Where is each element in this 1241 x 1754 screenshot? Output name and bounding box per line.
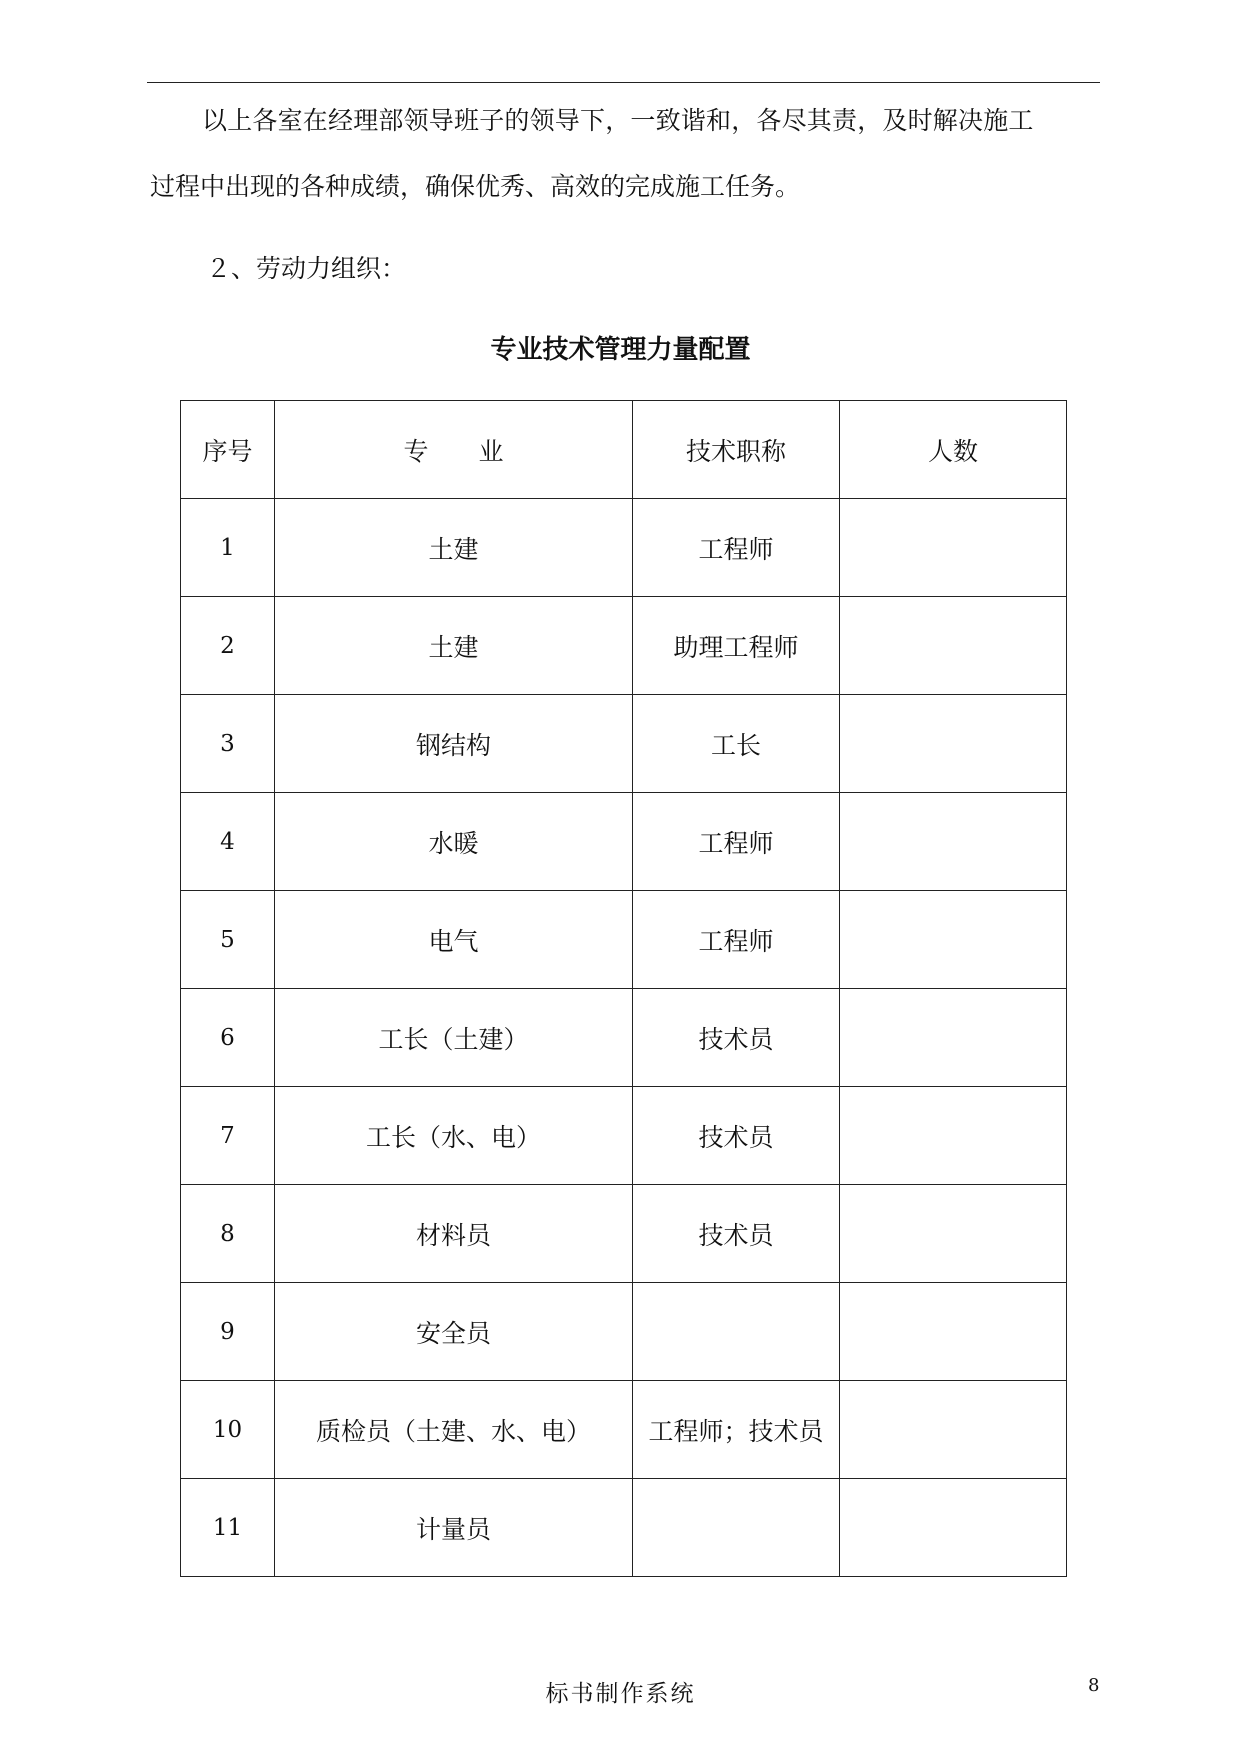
cell-count <box>840 1381 1067 1479</box>
cell-no: 7 <box>181 1087 275 1185</box>
cell-specialty: 安全员 <box>275 1283 633 1381</box>
table-header-row <box>181 401 1067 499</box>
table-row <box>181 1185 1067 1283</box>
cell-specialty: 工长（土建） <box>275 989 633 1087</box>
page-number: 8 <box>1088 1675 1100 1696</box>
cell-count <box>840 793 1067 891</box>
table-row <box>181 891 1067 989</box>
paragraph-line-1: 以上各室在经理部领导班子的领导下，一致谐和，各尽其责，及时解决施工 <box>202 106 1034 135</box>
table-row <box>181 597 1067 695</box>
cell-no: 3 <box>181 695 275 793</box>
cell-specialty: 材料员 <box>275 1185 633 1283</box>
cell-count <box>840 1087 1067 1185</box>
cell-specialty: 工长（水、电） <box>275 1087 633 1185</box>
cell-specialty: 计量员 <box>275 1479 633 1577</box>
cell-no: 2 <box>181 597 275 695</box>
cell-title <box>633 1283 840 1381</box>
cell-title: 工长 <box>633 695 840 793</box>
cell-specialty: 水暖 <box>275 793 633 891</box>
cell-title: 技术员 <box>633 1185 840 1283</box>
footer-text: 标书制作系统 <box>545 1681 696 1707</box>
cell-no: 4 <box>181 793 275 891</box>
cell-title: 工程师；技术员 <box>633 1381 840 1479</box>
staffing-table <box>180 400 1067 1577</box>
cell-count <box>840 1479 1067 1577</box>
cell-no: 11 <box>181 1479 275 1577</box>
cell-specialty: 电气 <box>275 891 633 989</box>
table-row <box>181 1087 1067 1185</box>
table-row <box>181 499 1067 597</box>
cell-count <box>840 1185 1067 1283</box>
cell-specialty: 质检员（土建、水、电） <box>275 1381 633 1479</box>
header-specialty: 专 业 <box>275 401 633 499</box>
table-row <box>181 1479 1067 1577</box>
cell-no: 10 <box>181 1381 275 1479</box>
cell-no: 8 <box>181 1185 275 1283</box>
cell-title: 工程师 <box>633 499 840 597</box>
cell-count <box>840 989 1067 1087</box>
cell-no: 5 <box>181 891 275 989</box>
cell-title: 技术员 <box>633 1087 840 1185</box>
table-row <box>181 695 1067 793</box>
table-row <box>181 1381 1067 1479</box>
cell-no: 9 <box>181 1283 275 1381</box>
header-title: 技术职称 <box>633 401 840 499</box>
cell-specialty: 钢结构 <box>275 695 633 793</box>
cell-count <box>840 695 1067 793</box>
header-count: 人数 <box>840 401 1067 499</box>
table-row <box>181 989 1067 1087</box>
header-no: 序号 <box>181 401 275 499</box>
section-heading: ２、劳动力组织： <box>206 254 407 283</box>
cell-no: 6 <box>181 989 275 1087</box>
cell-count <box>840 499 1067 597</box>
cell-count <box>840 597 1067 695</box>
cell-specialty: 土建 <box>275 499 633 597</box>
cell-count <box>840 1283 1067 1381</box>
table-row <box>181 793 1067 891</box>
paragraph-line-2: 过程中出现的各种成绩，确保优秀、高效的完成施工任务。 <box>150 172 801 201</box>
cell-title: 技术员 <box>633 989 840 1087</box>
cell-title: 工程师 <box>633 891 840 989</box>
table-row <box>181 1283 1067 1381</box>
header-rule <box>147 82 1100 83</box>
cell-title: 助理工程师 <box>633 597 840 695</box>
cell-title: 工程师 <box>633 793 840 891</box>
cell-count <box>840 891 1067 989</box>
cell-no: 1 <box>181 499 275 597</box>
cell-specialty: 土建 <box>275 597 633 695</box>
table-title: 专业技术管理力量配置 <box>490 335 751 365</box>
cell-title <box>633 1479 840 1577</box>
